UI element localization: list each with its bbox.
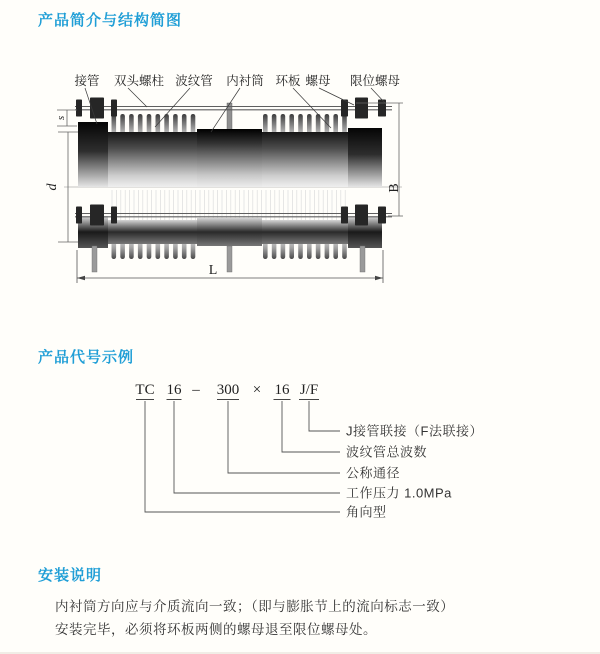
part-label-bellows: 波纹管 [175, 74, 213, 88]
dim-label-L: L [208, 263, 218, 278]
bellows-convolution-bottom [173, 242, 178, 259]
bellows-convolution-bottom [289, 242, 294, 259]
bellows-convolution-top [182, 114, 187, 135]
bellows-convolution-top [325, 114, 330, 135]
bellows-convolution-bottom [307, 242, 312, 259]
callout-connection: J接管联接（F法联接） [346, 423, 483, 439]
bellows-convolution-bottom [164, 242, 169, 259]
bellows-convolution-top [191, 114, 196, 135]
bellows-convolution-bottom [272, 242, 277, 259]
nut-left-top [111, 100, 117, 117]
dim-l-arrow-left [77, 276, 85, 280]
bellows-convolution-top [263, 114, 268, 135]
bellows-convolution-bottom [112, 242, 117, 259]
bellows-convolution-bottom [325, 242, 330, 259]
bellows-convolution-bottom [191, 242, 196, 259]
bellows-convolution-bottom [298, 242, 303, 259]
center-stud-top [227, 103, 232, 132]
dim-label-B: B [387, 183, 402, 193]
code-callout-lines [145, 401, 340, 512]
nut-right-bottom [341, 207, 348, 224]
dim-l-arrow-right [375, 276, 383, 280]
part-label-inner-liner: 内衬筒 [226, 74, 264, 88]
nut-right-top [341, 100, 348, 117]
limit-nut-right-bottom [378, 207, 386, 224]
stud-bottom-center [227, 246, 232, 272]
limit-nut-right-top [378, 100, 386, 117]
part-label-limit-nut: 限位螺母 [349, 74, 401, 88]
bellows-convolution-top [307, 114, 312, 135]
bellows-convolution-top [173, 114, 178, 135]
bellows-convolution-bottom [182, 242, 187, 259]
limit-nut-left-top [76, 100, 82, 117]
bellows-convolution-top [333, 114, 338, 135]
code-segment-type: TC [135, 382, 155, 398]
section-title-code: 产品代号示例 [38, 349, 135, 366]
install-line-2: 安装完毕，必须将环板两侧的螺母退至限位螺母处。 [55, 621, 377, 637]
structure-diagram [28, 62, 462, 322]
inner-liner-band-lower [197, 218, 262, 246]
code-segment-dash: – [192, 382, 200, 398]
callout-wave-count: 波纹管总波数 [346, 444, 428, 460]
bellows-convolution-top [138, 114, 143, 135]
bellows-convolution-top [120, 114, 125, 135]
nut-left-top [90, 98, 104, 119]
leader-nut [319, 88, 354, 105]
bellows-convolution-top [316, 114, 321, 135]
pipe-end-right-upper [348, 128, 382, 187]
bellows-convolution-bottom [120, 242, 125, 259]
part-label-connecting-pipe: 接管 [74, 74, 100, 88]
bellows-convolution-bottom [281, 242, 286, 259]
bellows-convolution-top [342, 114, 347, 135]
bellows-convolution-bottom [138, 242, 143, 259]
section-title-intro: 产品简介与结构简图 [38, 12, 183, 29]
code-segment-waves: 16 [274, 382, 290, 398]
bellows-convolution-bottom [129, 242, 134, 259]
bellows-convolution-top [281, 114, 286, 135]
bellows-convolution-top [156, 114, 161, 135]
bellows-convolution-top [147, 114, 152, 135]
section-title-install: 安装说明 [38, 567, 103, 584]
bellows-convolution-bottom [263, 242, 268, 259]
bellows-convolution-bottom [147, 242, 152, 259]
part-label-ring-plate: 环板 [275, 74, 301, 88]
stud-bottom-right [360, 246, 365, 272]
callout-nominal-diameter: 公称通径 [346, 465, 401, 481]
part-label-double-stud: 双头螺柱 [113, 74, 165, 88]
product-code-diagram [118, 376, 490, 528]
nut-left-bottom [90, 205, 104, 226]
code-segment-times: × [252, 382, 262, 398]
bellows-convolution-top [289, 114, 294, 135]
bellows-convolution-top [164, 114, 169, 135]
code-segment-diameter: 300 [216, 382, 240, 398]
pipe-end-left-upper [78, 122, 108, 187]
bellows-convolution-top [112, 114, 117, 135]
callout-working-pressure: 工作压力 1.0MPa [346, 485, 452, 501]
code-segment-pressure: 16 [166, 382, 182, 398]
install-instructions [55, 596, 555, 641]
nut-left-bottom [111, 207, 117, 224]
stud-bottom-left [92, 246, 97, 272]
leader-stud [128, 88, 147, 107]
part-label-nut: 螺母 [305, 74, 331, 88]
inner-liner-band-upper [197, 129, 262, 187]
bellows-convolution-bottom [316, 242, 321, 259]
bellows-convolution-top [129, 114, 134, 135]
nut-right-bottom [355, 205, 368, 226]
callout-angular-type: 角向型 [346, 504, 387, 520]
dim-label-d: d [45, 183, 60, 191]
dim-label-s: s [55, 115, 67, 121]
nut-right-top [355, 98, 368, 119]
install-line-1: 内衬筒方向应与介质流向一致；（即与膨胀节上的流向标志一致） [55, 599, 455, 614]
bellows-convolution-bottom [342, 242, 347, 259]
bellows-convolution-bottom [333, 242, 338, 259]
code-segment-connection: J/F [299, 382, 319, 398]
limit-nut-left-bottom [76, 207, 82, 224]
bellows-convolution-top [272, 114, 277, 135]
bellows-convolution-top [298, 114, 303, 135]
bellows-convolution-bottom [156, 242, 161, 259]
